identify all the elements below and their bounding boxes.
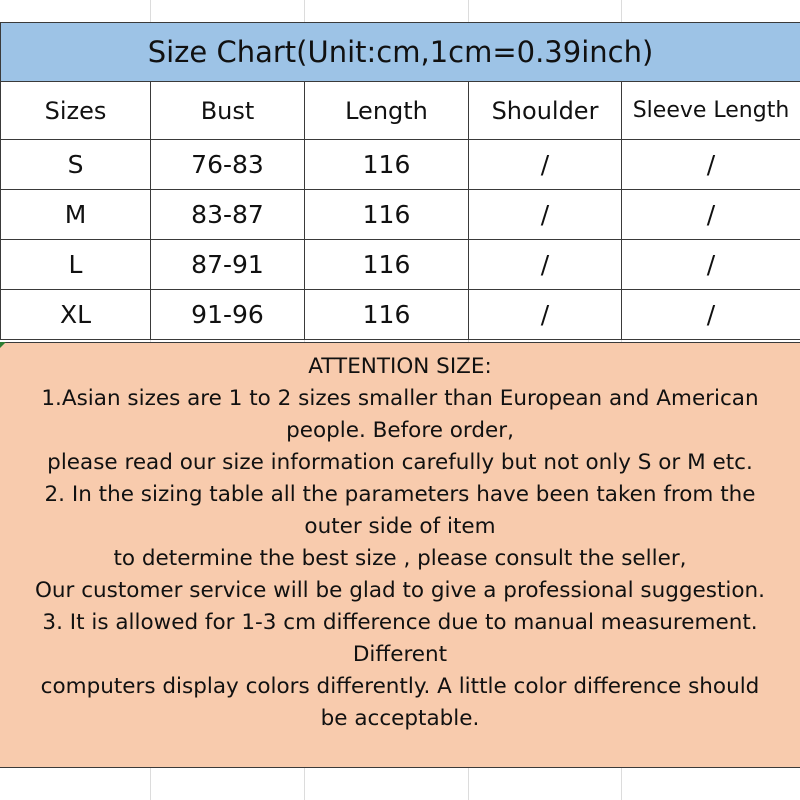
attention-line: 2. In the sizing table all the parameters have been taken from the [44, 482, 756, 507]
attention-line: be acceptable. [320, 706, 480, 731]
table-row [1, 290, 800, 340]
attention-line: people. Before order, [286, 418, 514, 443]
length-cell: 116 [305, 190, 469, 240]
size-cell: M [1, 190, 151, 240]
attention-line: Our customer service will be glad to give a professional suggestion. [35, 578, 765, 603]
sleeve-length-cell: / [622, 240, 800, 290]
sleeve-length-cell: / [622, 190, 800, 240]
attention-heading: ATTENTION SIZE: [308, 354, 492, 379]
cell-corner-marker [0, 342, 6, 348]
title-row [1, 23, 800, 82]
header-row [1, 82, 800, 140]
size-chart-title: Size Chart(Unit:cm,1cm=0.39inch) [1, 23, 800, 82]
attention-line: outer side of item [304, 514, 496, 539]
attention-notice [0, 342, 800, 768]
attention-line: 3. It is allowed for 1-3 cm difference due to manual measurement. [42, 610, 758, 635]
sleeve-length-cell: / [622, 140, 800, 190]
attention-line: 1.Asian sizes are 1 to 2 sizes smaller than European and American [41, 386, 759, 411]
attention-line: Different [352, 642, 448, 667]
shoulder-cell: / [469, 140, 622, 190]
size-cell: S [1, 140, 151, 190]
shoulder-cell: / [469, 240, 622, 290]
table-row [1, 240, 800, 290]
shoulder-cell: / [469, 190, 622, 240]
column-header-bust: Bust [151, 82, 305, 140]
shoulder-cell: / [469, 290, 622, 340]
size-chart-table [0, 22, 800, 340]
length-cell: 116 [305, 240, 469, 290]
bust-cell: 87-91 [151, 240, 305, 290]
attention-line: computers display colors differently. A little color difference should [40, 674, 760, 699]
sleeve-length-cell: / [622, 290, 800, 340]
column-header-shoulder: Shoulder [469, 82, 622, 140]
size-cell: XL [1, 290, 151, 340]
table-row [1, 140, 800, 190]
length-cell: 116 [305, 290, 469, 340]
table-row [1, 190, 800, 240]
size-cell: L [1, 240, 151, 290]
bust-cell: 91-96 [151, 290, 305, 340]
bust-cell: 83-87 [151, 190, 305, 240]
length-cell: 116 [305, 140, 469, 190]
column-header-length: Length [305, 82, 469, 140]
attention-line: to determine the best size , please consult the seller, [113, 546, 687, 571]
column-header-sleeve-length: Sleeve Length [622, 82, 800, 140]
bust-cell: 76-83 [151, 140, 305, 190]
column-header-sizes: Sizes [1, 82, 151, 140]
attention-line: please read our size information carefully but not only S or M etc. [47, 450, 753, 475]
